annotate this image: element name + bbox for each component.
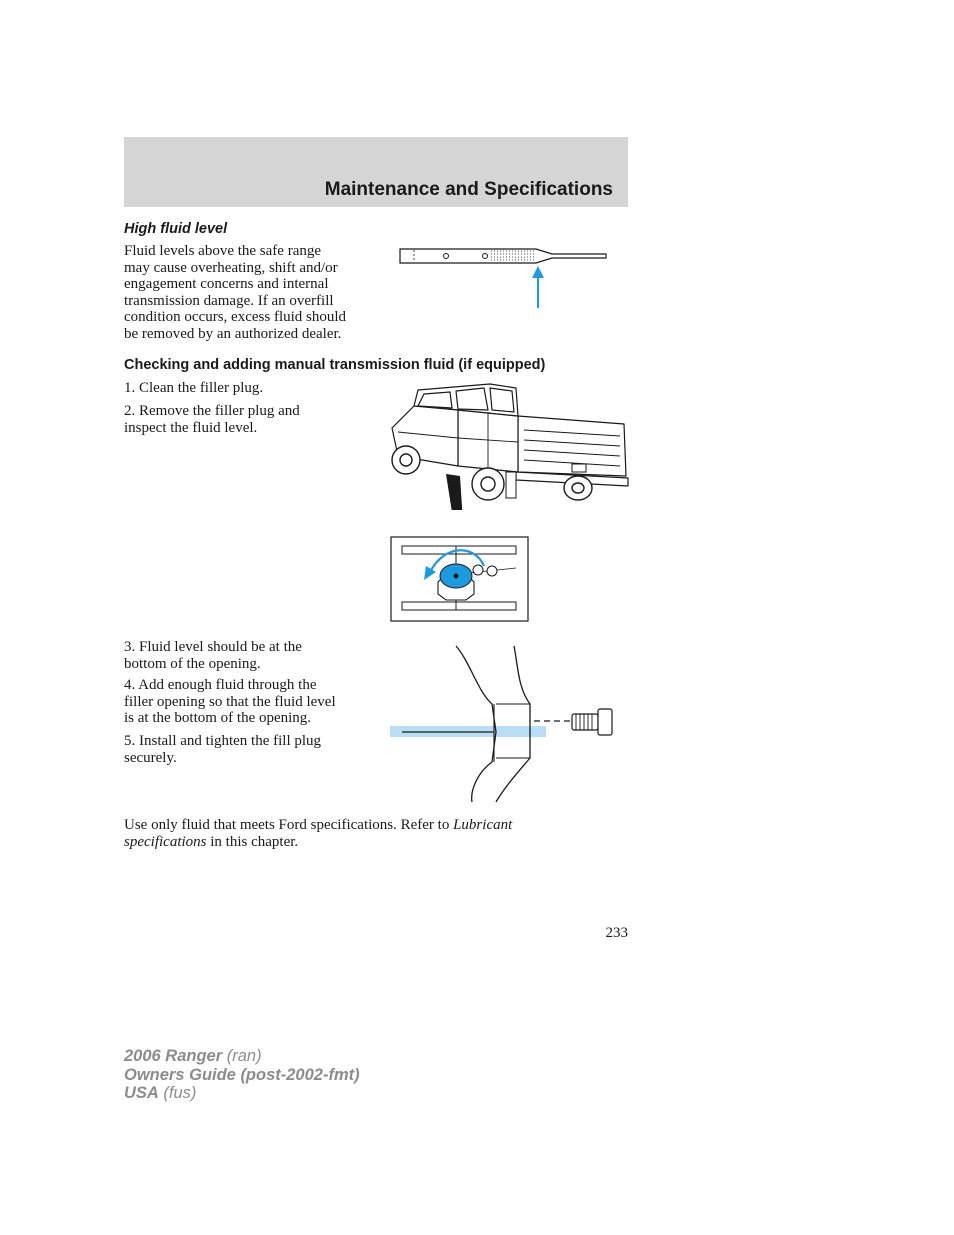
- step-4: 4. Add enough fluid through the filler opening so that the fluid level is at the bottom of the opening.: [124, 677, 336, 727]
- lubricant-link-text: Lubricant: [453, 817, 513, 833]
- step-1: 1. Clean the filler plug.: [124, 380, 264, 396]
- high-fluid-heading: High fluid level: [124, 221, 228, 237]
- dipstick-illustration: [396, 240, 610, 312]
- section-title: Maintenance and Specifications: [324, 179, 613, 200]
- pickup-truck-illustration: [388, 380, 632, 510]
- filler-plug-detail-illustration: [390, 536, 530, 623]
- header-band: [124, 137, 628, 207]
- step-2: 2. Remove the filler plug and inspect the fluid level.: [124, 403, 300, 436]
- page-number: 233: [605, 925, 628, 941]
- document-footer: 2006 Ranger (ran) Owners Guide (post-2002-fmt) USA (fus): [124, 1047, 360, 1102]
- step-5: 5. Install and tighten the fill plug securely.: [124, 733, 322, 766]
- manual-transmission-heading: Checking and adding manual transmission fluid (if equipped): [124, 357, 546, 373]
- fluid-level-opening-illustration: [388, 642, 618, 804]
- step-3: 3. Fluid level should be at the bottom of the opening.: [124, 639, 302, 672]
- high-fluid-paragraph: Fluid levels above the safe range may cause overheating, shift and/or engagement concerns and internal transmission damage. If an overfill condition occurs, excess fluid should be removed by an authorized dealer.: [124, 243, 347, 342]
- fluid-spec-note: Use only fluid that meets Ford specifications. Refer to Lubricant specifications in this chapter.: [124, 817, 513, 850]
